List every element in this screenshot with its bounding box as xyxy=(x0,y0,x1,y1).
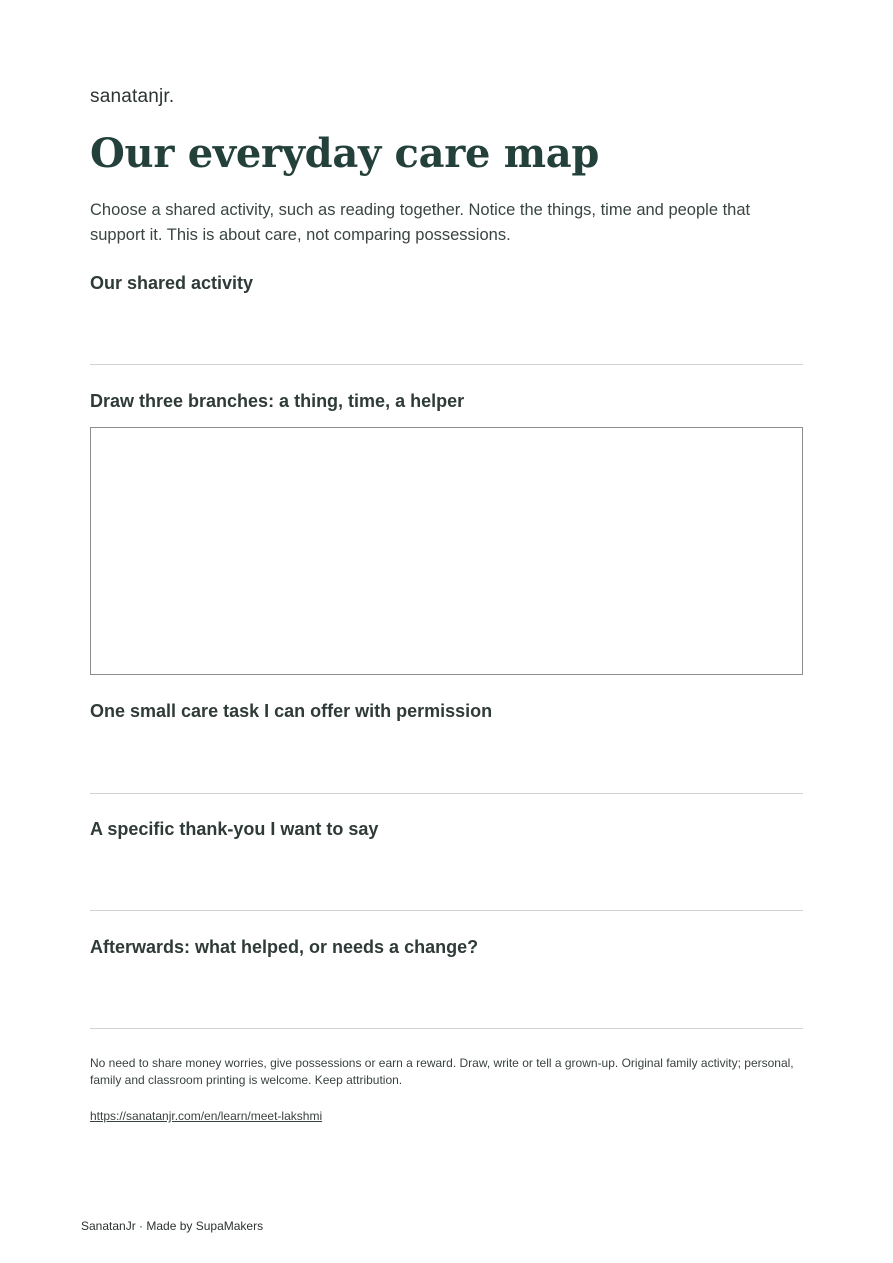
brand-wordmark: sanatanjr. xyxy=(90,86,175,107)
afterwards-answer-line[interactable] xyxy=(90,1028,803,1029)
care-task-answer-line[interactable] xyxy=(90,793,803,794)
afterwards-label: Afterwards: what helped, or needs a change? xyxy=(90,937,479,957)
thank-you-answer-line[interactable] xyxy=(90,910,803,911)
page-title: Our everyday care map xyxy=(90,130,600,177)
page-footer: SanatanJr · Made by SupaMakers xyxy=(81,1219,264,1233)
shared-activity-answer-line[interactable] xyxy=(90,364,803,365)
drawing-box[interactable] xyxy=(90,427,803,675)
shared-activity-label: Our shared activity xyxy=(90,273,254,293)
intro-paragraph: Choose a shared activity, such as reading together. Notice the things, time and people that support it. This is about care, not comparing possessions. xyxy=(90,201,751,244)
branches-label: Draw three branches: a thing, time, a helper xyxy=(90,391,465,411)
care-task-label: One small care task I can offer with permission xyxy=(90,701,493,721)
safety-note: No need to share money worries, give possessions or earn a reward. Draw, write or tell a grown-up. Original family activity; personal, family and classroom printing is welcome. Keep attribution. xyxy=(90,1056,794,1087)
source-link[interactable]: https://sanatanjr.com/en/learn/meet-lakshmi xyxy=(90,1109,323,1123)
thank-you-label: A specific thank-you I want to say xyxy=(90,819,379,839)
